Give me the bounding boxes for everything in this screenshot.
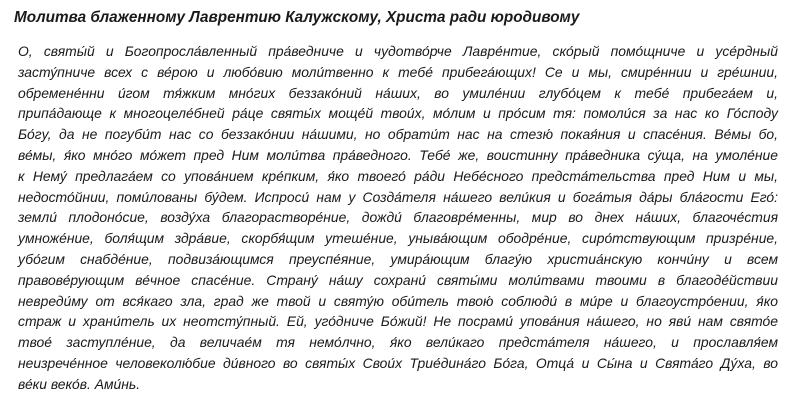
text-line: О, святы́й и Богопросла́вленный пра́ведниче и чудотво́рче Лавре́нтие, ско́рый помо́щниче и усе́рдный xyxy=(18,43,778,59)
text-line: засту́пниче всех с ве́рою и любо́вию моли́твенно к тебе́ прибега́ющих! Се и мы, смире́ннии и гре́шнии, xyxy=(18,63,778,80)
text-line: невреди́му от вся́каго зла, град же твой и святу́ю оби́тель твою́ соблюди́ в ми́ре и благоустро́ении, я́ко xyxy=(18,292,778,309)
text-line: убо́гим снабде́ние, подвиза́ющимся преуспе́яние, умира́ющим благу́ю христиа́нскую кончи́ну и всем xyxy=(18,250,778,267)
text-line: неизрече́нное человеколю́бие ди́вного во святы́х Свои́х Трие́дина́го Бо́га, Отца́ и Сы́на и Свята́го Ду́ха, во xyxy=(18,354,778,371)
text-line: правове́рующим ве́чное спасе́ние. Страну́ на́шу сохрани́ святы́ми моли́твами твоими в благоде́йствии xyxy=(18,271,778,288)
text-line: умноже́ние, боля́щим здра́вие, скорбя́щим утеше́ние, уныва́ющим ободре́ние, сиро́тствующим призре́ние, xyxy=(18,230,778,247)
text-line: страж и храни́тель их неотсту́пный. Ей, уго́дниче Бо́жий! Не посрами́ упова́ния на́шего, но яви́ нам свято́е xyxy=(18,313,778,330)
page-title: Молитва блаженному Лаврентию Калужскому, Христа ради юродивому xyxy=(14,9,580,26)
text-line: твое́ заступле́ние, да величае́м тя немо́лчно, я́ко вели́каго предста́теля на́шего, и прославля́ем xyxy=(18,334,778,351)
prayer-text xyxy=(18,41,778,395)
text-line: Бо́гу, да не погуби́т нас со беззако́нии на́шими, но обрати́т нас на стезю́ покая́ния и спасе́ния. Ве́мы бо, xyxy=(18,126,778,143)
text-line: обремене́нни и́гом тя́жким мно́гих беззако́ний на́ших, во умиле́нии глубо́цем к тебе́ прибега́ем и, xyxy=(18,84,778,101)
text-line: припа́дающе к многоцеле́бней ра́це святы́х моще́й твои́х, мо́лим и про́сим тя: помоли́ся за нас ко Го́споду xyxy=(18,105,778,122)
text-line: ве́мы, я́ко мно́го мо́жет пред Ним моли́тва пра́ведного. Тебе́ же, воистинну пра́ведника су́ща, на умоле́ние xyxy=(18,146,778,163)
text-line: ве́ки веко́в. Ами́нь. xyxy=(18,375,141,392)
text-line: недосто́йнии, поми́лованы бу́дем. Испроси́ нам у Созда́теля на́шего вели́кия и бога́тыя да́ры бла́гости Его́: xyxy=(18,188,778,205)
text-line: к Нему́ предлага́ем со упова́нием кре́пким, я́ко твоего́ ра́ди Небе́сного предста́тельства пред Ним и мы, xyxy=(18,167,778,184)
text-line: земли́ плодоно́сие, возду́ха благорастворе́ние, дожди́ благовре́менны, мир во днех на́ших, благоче́стия xyxy=(18,209,778,226)
